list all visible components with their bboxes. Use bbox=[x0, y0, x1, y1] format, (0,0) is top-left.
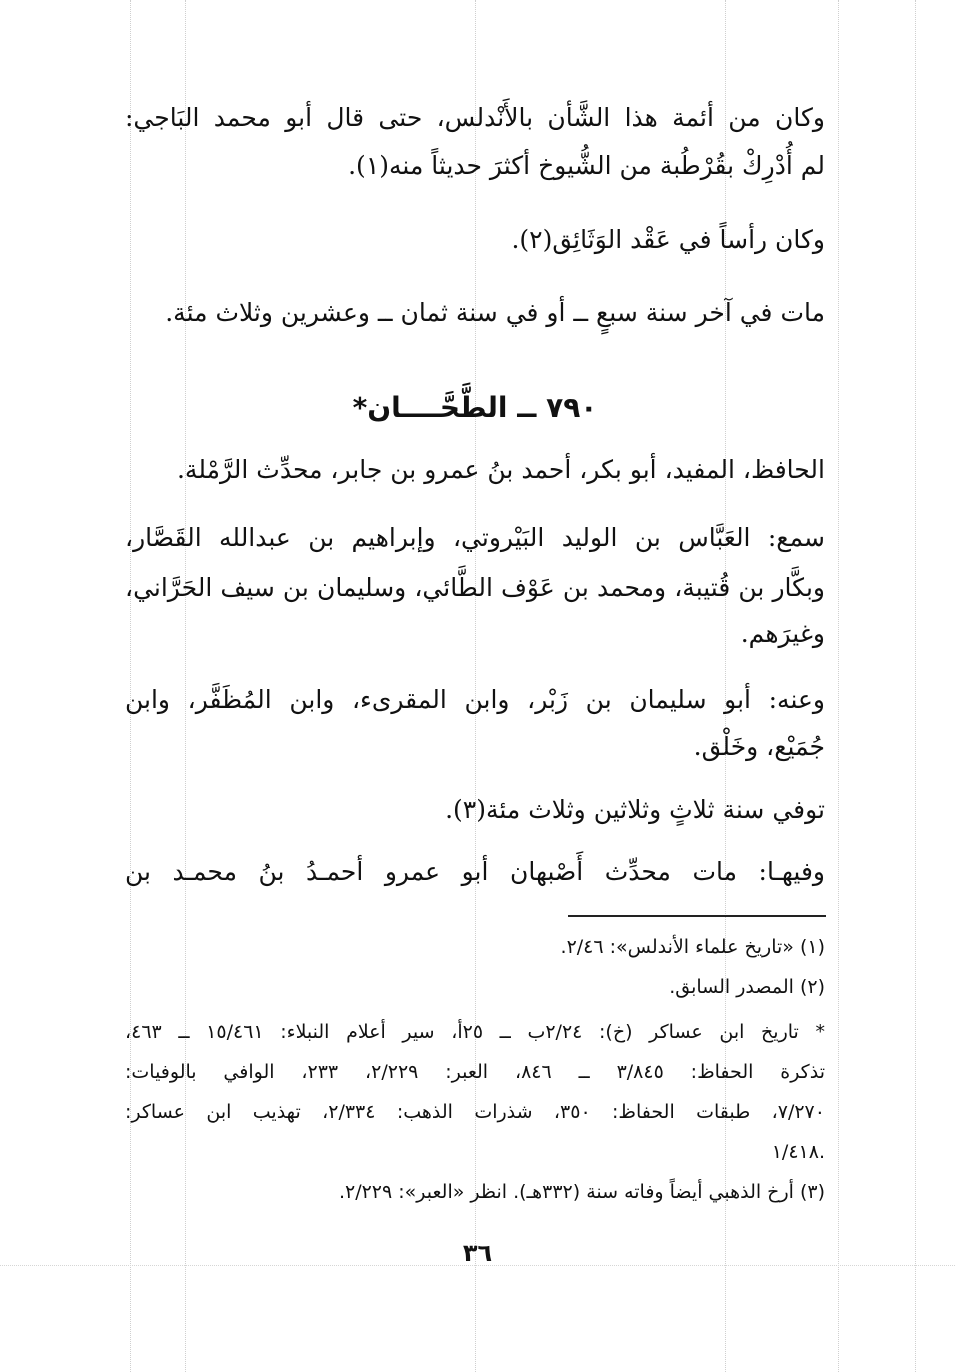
entry-line: جُمَيْع، وخَلْق. bbox=[693, 732, 825, 761]
paragraph-line: مات في آخر سنة سبعٍ ــ أو في سنة ثمان ــ وعشرين وثلاث مئة. bbox=[165, 298, 825, 327]
footnote-line: * تاريخ ابن عساكر (خ): ٢/٢٤ب ــ ٢٥أ، سير أعلام النبلاء: ١٥/٤٦١ ــ ٤٦٣، bbox=[125, 1021, 825, 1043]
scan-guide-line bbox=[915, 0, 916, 1372]
entry-line: وغيرَهم. bbox=[740, 619, 825, 648]
footnotes bbox=[125, 0, 825, 1220]
footnote-line: ٧/٢٧٠، طبقات الحفاظ: ٣٥٠، شذرات الذهب: ٢/٣٣٤، تهذيب ابن عساكر: bbox=[125, 1101, 825, 1123]
footnote-line: ١/٤١٨. bbox=[771, 1141, 825, 1163]
entry-line: الحافظ، المفيد، أبو بكر، أحمد بنُ عمرو بن جابر، محدِّث الرَّمْلة. bbox=[176, 455, 825, 484]
paragraph-line: وكان من أئمة هذا الشَّأن بالأَنْدلس، حتى قال أبو محمد البَاجي: bbox=[125, 103, 825, 132]
entry-heading: ٧٩٠ ــ الطَّحَّــــان* bbox=[352, 391, 598, 424]
paragraph-line: وكان رأساً في عَقْد الوَثَائِق(٢). bbox=[511, 225, 825, 254]
footnote-line: تذكرة الحفاظ: ٣/٨٤٥ ــ ٨٤٦، العبر: ٢/٢٢٩، ٢٣٣، الوافي بالوفيات: bbox=[125, 1061, 825, 1083]
scan-guide-line bbox=[838, 0, 839, 1372]
entry-line: سمع: العَبَّاس بن الوليد البَيْروتي، وإبراهيم بن عبدالله القَصَّار، bbox=[125, 523, 825, 552]
page-number: ٣٦ bbox=[462, 1239, 493, 1267]
entry-line: وفيهـا: مات محدِّث أَصْبهان أبو عمرو أحمـدُ بنُ محمـد بن bbox=[125, 857, 825, 886]
entry-line: وبكَّار بن قُتيبة، ومحمد بن عَوْف الطَّائي، وسليمان بن سيف الحَرَّاني، bbox=[125, 573, 825, 602]
footnote-line: (٣) أرخ الذهبي أيضاً وفاته سنة (٣٣٢هـ). انظر «العبر»: ٢/٢٢٩. bbox=[338, 1181, 825, 1203]
paragraph-line: لم أُدْرِكْ بقُرْطُبة من الشُّيوخ أكثرَ حديثاً منه(١). bbox=[348, 151, 825, 180]
footnote-line: (١) «تاريخ علماء الأندلس»: ٢/٤٦. bbox=[560, 936, 825, 958]
entry-line: وعنه: أبو سليمان بن زَبْر، وابن المقرىء، وابن المُظَفَّر، وابن bbox=[125, 685, 825, 714]
footnote-line: (٢) المصدر السابق. bbox=[669, 976, 825, 998]
entry-line: توفي سنة ثلاثٍ وثلاثين وثلاث مئة(٣). bbox=[445, 795, 825, 824]
